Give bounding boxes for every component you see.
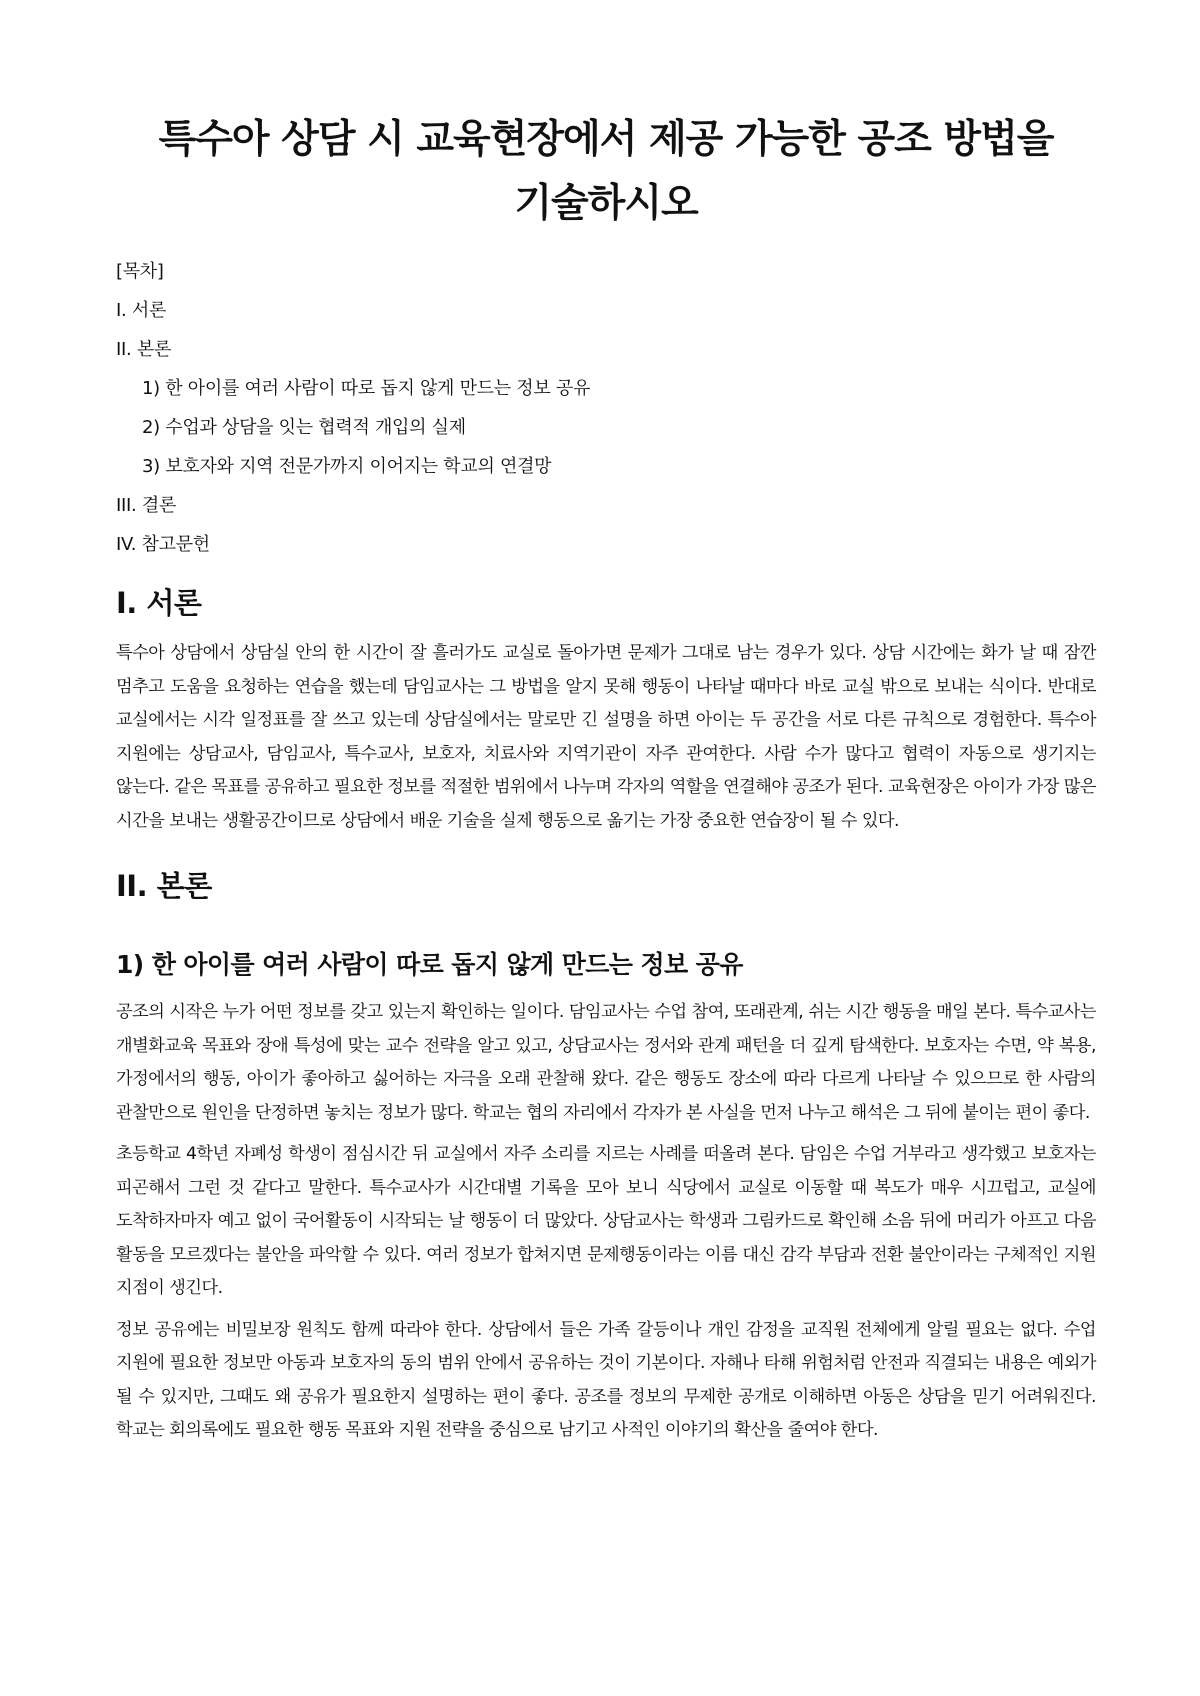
toc-item-intro: I. 서론	[116, 300, 167, 321]
body-section	[116, 868, 1096, 1448]
intro-paragraph: 특수아 상담에서 상담실 안의 한 시간이 잘 흘러가도 교실로 돌아가면 문제가 그대로 남는 경우가 있다. 상담 시간에는 화가 날 때 잠깐 멈추고 도움을 요청하는 연습을 했는데 담임교사는 그 방법을 알지 못해 행동이 나타날 때마다 바로 교실 밖으로 보내는 식이다. 반대로 교실에서는 시각 일정표를 잘 쓰고 있는데 상담실에서는 말로만 긴 설명을 하면 아이는 두 공간을 서로 다른 규칙으로 경험한다. 특수아 지원에는 상담교사, 담임교사, 특수교사, 보호자, 치료사와 지역기관이 자주 관여한다. 사람 수가 많다고 협력이 자동으로 생기지는 않는다. 같은 목표를 공유하고 필요한 정보를 적절한 범위에서 나누며 각자의 역할을 연결해야 공조가 된다. 교육현장은 아이가 가장 많은 시간을 보내는 생활공간이므로 상담에서 배운 기술을 실제 행동으로 옮기는 가장 중요한 연습장이 될 수 있다.	[116, 643, 1096, 831]
toc-item-body-1: 1) 한 아이를 여러 사람이 따로 돕지 않게 만드는 정보 공유	[142, 378, 591, 399]
toc-item-body-3: 3) 보호자와 지역 전문가까지 이어지는 학교의 연결망	[142, 456, 552, 477]
intro-section	[116, 585, 1096, 838]
toc-heading: [목차]	[116, 261, 164, 282]
document-title: 특수아 상담 시 교육현장에서 제공 가능한 공조 방법을 기술하시오	[158, 117, 1054, 226]
body-heading: II. 본론	[116, 869, 212, 903]
subsection-1-heading: 1) 한 아이를 여러 사람이 따로 돕지 않게 만드는 정보 공유	[116, 950, 743, 979]
subsection-1-paragraph: 공조의 시작은 누가 어떤 정보를 갖고 있는지 확인하는 일이다. 담임교사는 수업 참여, 또래관계, 쉬는 시간 행동을 매일 본다. 특수교사는 개별화교육 목표와 장애 특성에 맞는 교수 전략을 알고 있고, 상담교사는 정서와 관계 패턴을 더 깊게 탐색한다. 보호자는 수면, 약 복용, 가정에서의 행동, 아이가 좋아하고 싫어하는 자극을 오래 관찰해 왔다. 같은 행동도 장소에 따라 다르게 나타날 수 있으므로 한 사람의 관찰만으로 원인을 단정하면 놓치는 정보가 많다. 학교는 협의 자리에서 각자가 본 사실을 먼저 나누고 해석은 그 뒤에 붙이는 편이 좋다.	[116, 1002, 1096, 1123]
intro-heading: I. 서론	[116, 586, 202, 620]
subsection-1-paragraph: 초등학교 4학년 자폐성 학생이 점심시간 뒤 교실에서 자주 소리를 지르는 사례를 떠올려 본다. 담임은 수업 거부라고 생각했고 보호자는 피곤해서 그런 것 같다고 말한다. 특수교사가 시간대별 기록을 모아 보니 식당에서 교실로 이동할 때 복도가 매우 시끄럽고, 교실에 도착하자마자 예고 없이 국어활동이 시작되는 날 행동이 더 많았다. 상담교사는 학생과 그림카드로 확인해 소음 뒤에 머리가 아프고 다음 활동을 모르겠다는 불안을 파악할 수 있다. 여러 정보가 합쳐지면 문제행동이라는 이름 대신 감각 부담과 전환 불안이라는 구체적인 지원 지점이 생긴다.	[116, 1144, 1096, 1298]
table-of-contents	[116, 262, 1096, 555]
toc-item-conclusion: III. 결론	[116, 495, 177, 516]
toc-item-body: II. 본론	[116, 339, 172, 360]
subsection-1-paragraph: 정보 공유에는 비밀보장 원칙도 함께 따라야 한다. 상담에서 들은 가족 갈등이나 개인 감정을 교직원 전체에게 알릴 필요는 없다. 수업 지원에 필요한 정보만 아동과 보호자의 동의 범위 안에서 공유하는 것이 기본이다. 자해나 타해 위험처럼 안전과 직결되는 내용은 예외가 될 수 있지만, 그때도 왜 공유가 필요한지 설명하는 편이 좋다. 공조를 정보의 무제한 공개로 이해하면 아동은 상담을 믿기 어려워진다. 학교는 회의록에도 필요한 행동 목표와 지원 전략을 중심으로 남기고 사적인 이야기의 확산을 줄여야 한다.	[116, 1319, 1096, 1440]
toc-item-body-2: 2) 수업과 상담을 잇는 협력적 개입의 실제	[142, 417, 466, 438]
toc-item-references: IV. 참고문헌	[116, 534, 210, 555]
